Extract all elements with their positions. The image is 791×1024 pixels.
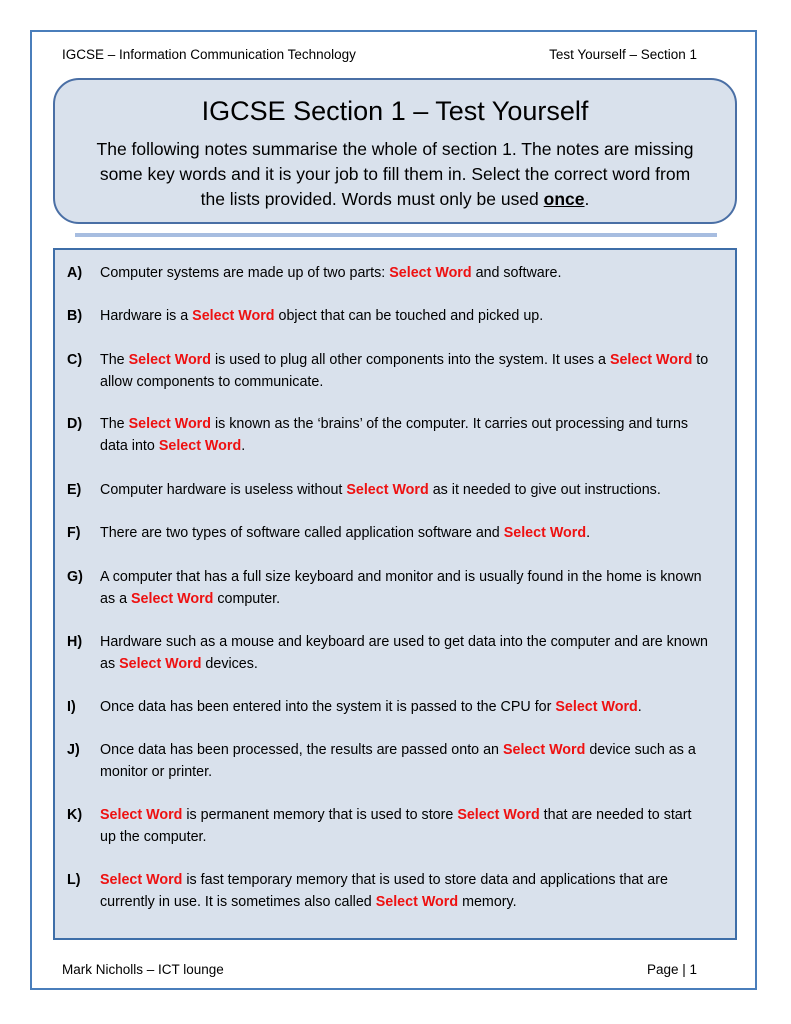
- select-word-dropdown[interactable]: Select Word: [503, 525, 587, 541]
- question-letter: G): [67, 569, 83, 585]
- question-letter: I): [67, 699, 76, 715]
- question-letter: C): [67, 352, 83, 368]
- select-word-dropdown[interactable]: Select Word: [346, 482, 429, 498]
- select-word-dropdown[interactable]: Select Word: [131, 591, 214, 607]
- question-letter: J): [67, 742, 80, 758]
- title-box: [53, 78, 737, 224]
- question-text: Select Word is fast temporary memory that is used to store data and applications that are currently in use. It is sometimes also called Select Word memory.: [100, 872, 668, 910]
- question-letter: E): [67, 482, 82, 498]
- select-word-dropdown[interactable]: Select Word: [457, 807, 540, 823]
- select-word-dropdown[interactable]: Select Word: [192, 308, 275, 324]
- questions-box: [53, 248, 737, 940]
- intro-emphasis: once: [543, 189, 585, 209]
- question-text: The Select Word is known as the ‘brains’ of the computer. It carries out processing and turns data into Select Word.: [100, 416, 689, 454]
- select-word-dropdown[interactable]: Select Word: [555, 699, 638, 715]
- question-text: There are two types of software called application software and Select Word.: [100, 525, 591, 541]
- question-text: Hardware such as a mouse and keyboard are used to get data into the computer and are known as Select Word devices.: [100, 634, 708, 672]
- question-text: Once data has been processed, the results are passed onto an Select Word device such as a monitor or printer.: [100, 742, 696, 780]
- select-word-dropdown[interactable]: Select Word: [100, 872, 183, 888]
- question-text: Computer systems are made up of two parts: Select Word and software.: [100, 265, 562, 281]
- intro-end: .: [584, 189, 590, 209]
- question-text: Computer hardware is useless without Select Word as it needed to give out instructions.: [100, 482, 661, 498]
- select-word-dropdown[interactable]: Select Word: [375, 894, 459, 910]
- header-right: Test Yourself – Section 1: [549, 47, 697, 62]
- question-text: A computer that has a full size keyboard and monitor and is usually found in the home is known as a Select Word computer.: [100, 569, 702, 607]
- footer-left: Mark Nicholls – ICT lounge: [62, 962, 224, 977]
- question-text: Select Word is permanent memory that is used to store Select Word that are needed to start up the computer.: [100, 807, 692, 845]
- page-title: IGCSE Section 1 – Test Yourself: [201, 96, 589, 126]
- question-text: Hardware is a Select Word object that can be touched and picked up.: [100, 308, 544, 324]
- intro-text: [95, 137, 695, 212]
- question-text: The Select Word is used to plug all other components into the system. It uses a Select Word to allow components to communicate.: [100, 352, 709, 390]
- question-letter: L): [67, 872, 81, 888]
- divider: [75, 233, 717, 237]
- select-word-dropdown[interactable]: Select Word: [100, 807, 183, 823]
- question-letter: D): [67, 416, 83, 432]
- question-text: Once data has been entered into the system it is passed to the CPU for Select Word.: [100, 699, 642, 715]
- question-letter: B): [67, 308, 83, 324]
- question-letter: F): [67, 525, 81, 541]
- question-letter: K): [67, 807, 83, 823]
- select-word-dropdown[interactable]: Select Word: [502, 742, 586, 758]
- question-letter: H): [67, 634, 83, 650]
- select-word-dropdown[interactable]: Select Word: [609, 352, 693, 368]
- select-word-dropdown[interactable]: Select Word: [389, 265, 472, 281]
- question-letter: A): [67, 265, 83, 281]
- header-left: IGCSE – Information Communication Technology: [62, 47, 356, 62]
- select-word-dropdown[interactable]: Select Word: [119, 656, 202, 672]
- footer-right: Page | 1: [646, 962, 697, 977]
- select-word-dropdown[interactable]: Select Word: [158, 438, 242, 454]
- select-word-dropdown[interactable]: Select Word: [128, 416, 211, 432]
- select-word-dropdown[interactable]: Select Word: [128, 352, 211, 368]
- intro-main: The following notes summarise the whole of section 1. The notes are missing some key words and it is your job to fill them in. Select the correct word from the lists provided. Words must only be used: [96, 139, 694, 209]
